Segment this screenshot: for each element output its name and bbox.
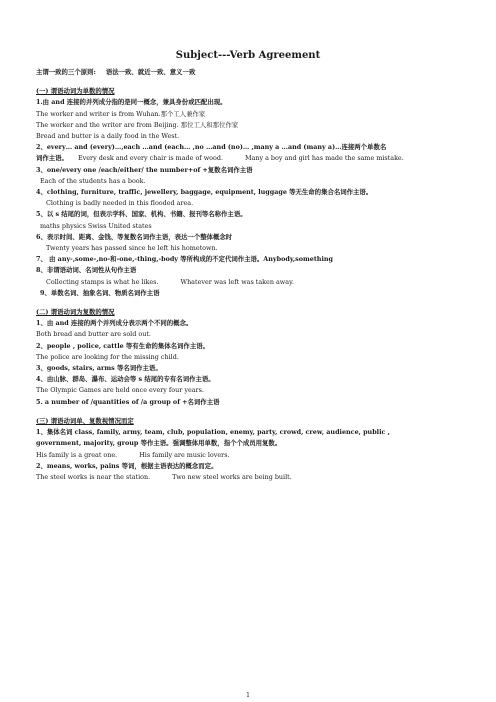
s1-rule-6-example: Twenty years has passed since he left his hometown.: [46, 244, 218, 253]
s3-rule-2: 2、means, works, pains 等词，根据主语表达的概念而定。: [36, 461, 218, 470]
s1-example-3: Bread and butter is a daily food in the West.: [36, 132, 180, 141]
s2-rule-2: 2、people , police, cattle 等有生命的集体名词作主语。: [36, 341, 209, 350]
page-number: 1: [246, 692, 250, 699]
s1-rule-2b: 词作主语。: [36, 154, 68, 163]
s1-rule-8-examples: [36, 277, 460, 288]
s3-rule-1b: government, majority, group 等作主语。强调整体用单数，指个个成员用复数。: [36, 439, 282, 448]
s1-rule-2-example-2: Many a boy and girl has made the same mistake.: [244, 154, 404, 163]
s1-rule-5-example: maths physics Swiss United states: [40, 221, 152, 230]
s1-example-1: The worker and writer is from Wuhan.那个工人兼作家: [36, 109, 206, 118]
s2-rule-2-example: The police are looking for the missing child.: [36, 352, 179, 361]
section-1-heading: (一) 谓语动词为单数的情况: [36, 87, 115, 96]
section-3-heading: (三) 谓语动词单、复数视情况而定: [36, 416, 134, 425]
s1-rule-1: 1.由 and 连接的并列成分指的是同一概念，兼具身份或匹配出现。: [36, 98, 227, 107]
s1-rule-8-example-1: Collecting stamps is what he likes.: [46, 277, 159, 286]
s1-rule-3-example: Each of the students has a book.: [40, 176, 146, 185]
s1-rule-8-example-2: Whatever was left was taken away.: [180, 277, 294, 286]
principles-line: [36, 67, 460, 78]
s1-rule-4: 4、clothing, furniture, traffic, jewellery, baggage, equipment, luggage 等无生命的集合名词作主语。: [36, 188, 373, 197]
s3-rule-2-examples: [36, 472, 460, 483]
s2-rule-1: 1、由 and 连接的两个并列成分表示两个不同的概念。: [36, 319, 193, 328]
s2-rule-1-example: Both bread and butter are sold out.: [36, 330, 151, 339]
s1-rule-2-example-1: Every desk and every chair is made of wood.: [77, 154, 223, 163]
document-page: [36, 50, 460, 483]
s1-rule-9: 9、单数名词、抽象名词、物质名词作主语: [40, 288, 160, 297]
s1-rule-8: 8、非谓语动词、名词性从句作主语: [36, 266, 137, 275]
s3-rule-1-example-2: His family are music lovers.: [139, 450, 230, 459]
s1-rule-5: 5、以 s 结尾的词，但表示学科、国家、机构、书籍、报刊等名称作主语。: [36, 210, 247, 219]
s1-rule-4-example: Clothing is badly needed in this flooded area.: [46, 199, 194, 208]
s1-rule-6: 6、表示时间、距离、金钱、等复数名词作主语，表达一个整体概念时: [36, 232, 233, 241]
section-2-heading: (二) 谓语动词为复数的情况: [36, 308, 115, 317]
s3-rule-1-examples: [36, 450, 460, 461]
s3-rule-1-example-1: His family is a great one.: [36, 450, 118, 459]
principles-items: 语法一致、就近一致、意义一致: [105, 68, 196, 76]
s1-rule-2a: 2、every… and (every)…,each …and (each… ,no …and (no)… ,many a …and (many a)…连接两个单数名: [36, 143, 387, 152]
s2-rule-5: 5. a number of /quantities of /a group of +名词作主语: [36, 397, 220, 406]
s2-rule-4: 4、由山脉、群岛、瀑布、运动会等 s 结尾的专有名词作主语。: [36, 375, 215, 384]
s1-example-2: The worker and the writer are from Beijing. 那位工人和那位作家: [36, 120, 239, 129]
page-title: Subject---Verb Agreement: [175, 50, 321, 61]
s2-rule-4-example: The Olympic Games are held once every four years.: [36, 386, 204, 395]
s3-rule-2-example-1: The steel works is near the station.: [36, 472, 151, 481]
s3-rule-1a: 1、集体名词 class, family, army, team, club, population, enemy, party, crowd, crew, audience, public ,: [36, 428, 390, 437]
s2-rule-3: 3、goods, stairs, arms 等名词作主语。: [36, 364, 162, 373]
s1-rule-3: 3、one/every one /each/either/ the number+of +复数名词作主语: [36, 165, 253, 174]
s1-rule-7: 7、 由 any-,some-,no-和-one,-thing,-body 等所构成的不定代词作主语。Anybody,something: [36, 255, 333, 264]
s1-rule-2b-line: [36, 153, 460, 164]
s3-rule-2-example-2: Two new steel works are being built.: [172, 472, 292, 481]
principles-label: 主谓一致的三个原则:: [36, 68, 96, 76]
